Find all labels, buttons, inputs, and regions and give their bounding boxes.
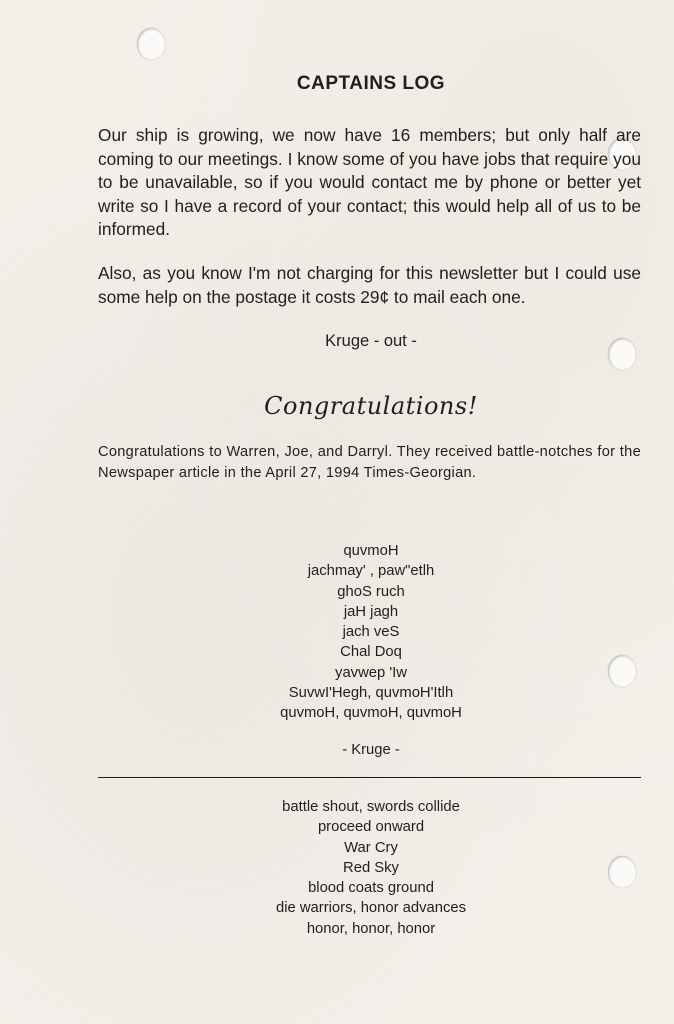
congratulations-heading: Congratulations! — [264, 392, 478, 420]
divider-line — [98, 777, 641, 778]
poem-line: battle shout, swords collide — [282, 799, 460, 815]
poem-line: jaH jagh — [343, 603, 399, 620]
english-poem — [0, 797, 674, 939]
signoff-kruge: - Kruge - — [342, 742, 400, 758]
signoff-kruge-out: Kruge - out - — [325, 332, 417, 350]
poem-line: quvmoH, quvmoH, quvmoH — [280, 705, 462, 722]
poem-line: War Cry — [344, 839, 398, 856]
poem-line: ghoS ruch — [337, 583, 405, 600]
poem-line: quvmoH — [343, 543, 399, 559]
page-title: CAPTAINS LOG — [296, 73, 446, 94]
poem-line: SuvwI'Hegh, quvmoH'Itlh — [288, 685, 454, 702]
paragraph-postage: Also, as you know I'm not charging for this newsletter but I could use some help on the postage it costs 29¢ to mail each one. — [98, 263, 641, 307]
poem-line: Chal Doq — [340, 644, 402, 661]
poem-line: jach veS — [342, 624, 400, 641]
poem-line: die warriors, honor advances — [276, 900, 466, 917]
klingon-poem — [0, 541, 674, 724]
paragraph-members: Our ship is growing, we now have 16 members; but only half are coming to our meetings. I know some of you have jobs that require you to be unavailable, so if you would contact me by phone or better yet write so I have a record of your contact; this would help all of us to be informed. — [98, 125, 641, 240]
poem-line: yavwep 'Iw — [335, 664, 407, 681]
congratulations-text: Congratulations to Warren, Joe, and Darryl. They received battle-notches for the Newspaper article in the April 27, 1994 Times-Georgian. — [98, 444, 641, 481]
poem-line: proceed onward — [317, 819, 425, 836]
poem-line: blood coats ground — [308, 880, 434, 897]
poem-line: jachmay' , paw"etlh — [307, 563, 435, 580]
poem-line: Red Sky — [343, 859, 399, 876]
binder-hole-top — [137, 28, 165, 60]
poem-line: honor, honor, honor — [306, 920, 436, 937]
